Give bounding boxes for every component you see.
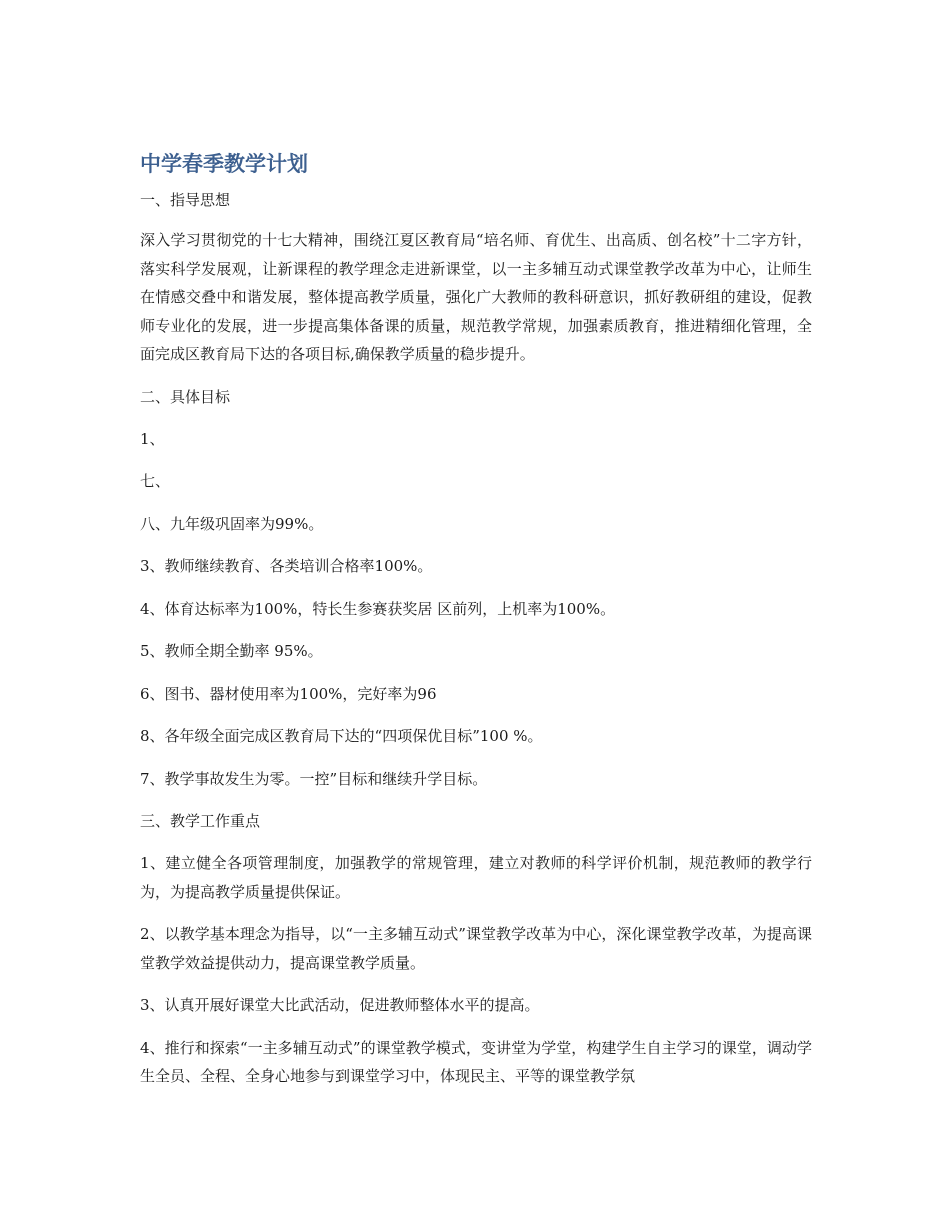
section-heading-teaching-focus: 三、教学工作重点 (140, 812, 261, 830)
goal-item: 七、 (140, 472, 171, 490)
section-heading-guiding-ideology: 一、指导思想 (140, 191, 231, 209)
focus-item: 3、认真开展好课堂大比武活动，促进教师整体水平的提高。 (140, 996, 540, 1014)
focus-item: 4、推行和探索“一主多辅互动式”的课堂教学模式，变讲堂为学堂，构建学生自主学习的课堂，调动学生全员、全程、全身心地参与到课堂学习中，体现民主、平等的课堂教学氛 (140, 1038, 812, 1085)
goal-item: 4、体育达标率为100%，特长生参赛获奖居 区前列，上机率为100%。 (140, 599, 616, 618)
goal-item: 8、各年级全面完成区教育局下达的“四项保优目标”100 %。 (140, 727, 543, 745)
goal-item: 八、九年级巩固率为99%。 (140, 514, 324, 533)
document-title: 中学春季教学计划 (140, 152, 308, 176)
focus-item: 2、以教学基本理念为指导，以“一主多辅互动式”课堂教学改革为中心，深化课堂教学改革，为提高课堂教学效益提供动力，提高课堂教学质量。 (140, 925, 812, 972)
document-page (140, 148, 812, 1105)
focus-item: 1、建立健全各项管理制度，加强教学的常规管理，建立对教师的科学评价机制，规范教师的教学行为，为提高教学质量提供保证。 (140, 854, 812, 901)
goal-item: 1、 (140, 429, 165, 448)
section-heading-specific-goals: 二、具体目标 (140, 387, 231, 406)
goal-item: 7、教学事故发生为零。一控”目标和继续升学目标。 (140, 769, 488, 788)
goal-item: 5、教师全期全勤率 95%。 (140, 642, 323, 660)
goal-item: 3、教师继续教育、各类培训合格率100%。 (140, 557, 433, 575)
goal-item: 6、图书、器材使用率为100%，完好率为96 (140, 684, 437, 703)
section-paragraph-guiding-ideology: 深入学习贯彻党的十七大精神，围绕江夏区教育局“培名师、育优生、出高质、创名校”十二字方针，落实科学发展观，让新课程的教学理念走进新课堂，以一主多辅互动式课堂教学改革为中心，让师生在情感交叠中和谐发展，整体提高教学质量，强化广大教师的教科研意识，抓好教研组的建设，促教师专业化的发展，进一步提高集体备课的质量，规范教学常规，加强素质教育，推进精细化管理，全面完成区教育局下达的各项目标,确保教学质量的稳步提升。 (140, 231, 812, 363)
